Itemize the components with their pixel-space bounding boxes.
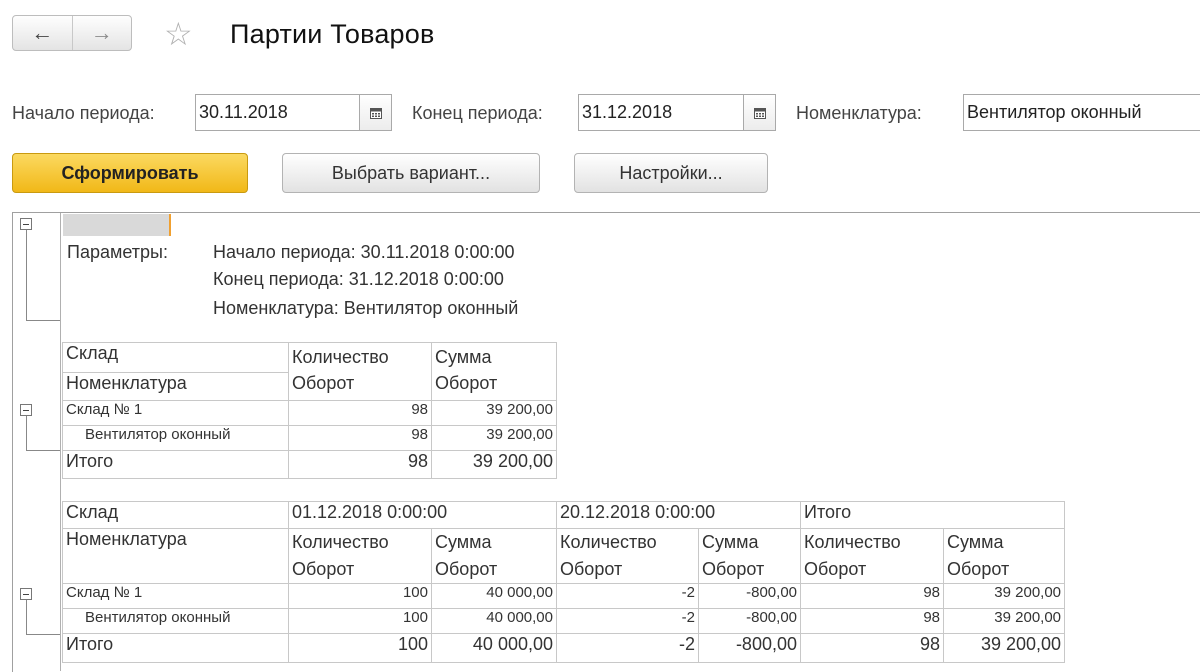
- cell-qty: 98: [289, 426, 432, 451]
- total-row[interactable]: [63, 634, 1065, 663]
- table-row[interactable]: [63, 609, 1065, 634]
- cell-sum: 39 200,00: [432, 451, 557, 479]
- table-row[interactable]: [63, 584, 1065, 609]
- report-header-cell[interactable]: [63, 214, 171, 236]
- nomenclature-label: Номенклатура:: [796, 103, 922, 123]
- end-period-label: Конец периода:: [412, 103, 543, 123]
- total-label: Итого: [63, 634, 289, 663]
- end-period-input[interactable]: 31.12.2018: [578, 94, 744, 131]
- report-table-2: [62, 501, 1065, 663]
- col-header-sklad: Склад: [63, 502, 289, 529]
- group-name: Склад № 1: [63, 401, 289, 426]
- col-header-sum: Сумма Оборот: [432, 529, 557, 584]
- arrow-left-icon: ←: [31, 20, 54, 45]
- table-row[interactable]: [63, 426, 557, 451]
- cell-value: 100: [289, 634, 432, 663]
- col-header-qty: Количество Оборот: [557, 529, 699, 584]
- cell-value: 100: [289, 584, 432, 609]
- cell-value: -800,00: [699, 609, 801, 634]
- star-icon[interactable]: ☆: [164, 16, 193, 52]
- param-line: Номенклатура: Вентилятор оконный: [213, 298, 519, 318]
- period-header-total: Итого: [801, 502, 1065, 529]
- collapse-toggle-params[interactable]: [20, 218, 32, 230]
- cell-qty: 98: [289, 401, 432, 426]
- item-name: Вентилятор оконный: [63, 426, 289, 451]
- cell-value: 98: [801, 634, 944, 663]
- col-header-qty: Количество Оборот: [289, 529, 432, 584]
- outline-divider: [60, 213, 61, 671]
- cell-value: 39 200,00: [944, 634, 1065, 663]
- param-line: Начало периода: 30.11.2018 0:00:00: [213, 242, 515, 262]
- calendar-icon: [370, 107, 382, 119]
- cell-value: 39 200,00: [944, 609, 1065, 634]
- group-line: [26, 230, 27, 320]
- group-line: [26, 634, 60, 635]
- cell-value: 39 200,00: [944, 584, 1065, 609]
- cell-value: -2: [557, 634, 699, 663]
- col-header-qty: Количество Оборот: [289, 343, 432, 401]
- total-row[interactable]: [63, 451, 557, 479]
- start-period-input[interactable]: 30.11.2018: [195, 94, 360, 131]
- total-label: Итого: [63, 451, 289, 479]
- page-title: Партии Товаров: [230, 19, 435, 49]
- col-header-nom: Номенклатура: [63, 529, 289, 584]
- back-button[interactable]: [13, 16, 72, 50]
- params-label: Параметры:: [67, 242, 168, 262]
- cell-value: -2: [557, 584, 699, 609]
- nomenclature-input[interactable]: Вентилятор оконный: [963, 94, 1200, 131]
- collapse-toggle-group1[interactable]: [20, 404, 32, 416]
- cell-sum: 39 200,00: [432, 426, 557, 451]
- group-line: [26, 320, 60, 321]
- cell-value: 100: [289, 609, 432, 634]
- group-name: Склад № 1: [63, 584, 289, 609]
- choose-variant-button[interactable]: Выбрать вариант...: [282, 153, 540, 193]
- col-header-nom: Номенклатура: [63, 373, 289, 401]
- calendar-icon: [754, 107, 766, 119]
- end-calendar-button[interactable]: [744, 94, 776, 131]
- start-period-label: Начало периода:: [12, 103, 155, 123]
- collapse-toggle-group2[interactable]: [20, 588, 32, 600]
- cell-value: -800,00: [699, 634, 801, 663]
- col-header-sum: Сумма Оборот: [944, 529, 1065, 584]
- col-header-sum: Сумма Оборот: [699, 529, 801, 584]
- nav-buttons: [12, 15, 132, 51]
- start-calendar-button[interactable]: [360, 94, 392, 131]
- forward-button[interactable]: [72, 16, 132, 50]
- col-header-qty: Количество Оборот: [801, 529, 944, 584]
- cell-value: 98: [801, 584, 944, 609]
- col-header-sum: Сумма Оборот: [432, 343, 557, 401]
- settings-button[interactable]: Настройки...: [574, 153, 768, 193]
- report-table-1: [62, 342, 557, 479]
- group-line: [26, 450, 60, 451]
- table-row[interactable]: [63, 401, 557, 426]
- param-line: Конец периода: 31.12.2018 0:00:00: [213, 269, 504, 289]
- col-header-sklad: Склад: [63, 343, 289, 373]
- cell-qty: 98: [289, 451, 432, 479]
- cell-sum: 39 200,00: [432, 401, 557, 426]
- generate-button[interactable]: Сформировать: [12, 153, 248, 193]
- period-header-2: 20.12.2018 0:00:00: [557, 502, 801, 529]
- group-line: [26, 416, 27, 450]
- cell-value: 40 000,00: [432, 609, 557, 634]
- cell-value: -2: [557, 609, 699, 634]
- cell-value: 98: [801, 609, 944, 634]
- period-header-1: 01.12.2018 0:00:00: [289, 502, 557, 529]
- cell-value: 40 000,00: [432, 634, 557, 663]
- group-line: [26, 600, 27, 634]
- cell-value: -800,00: [699, 584, 801, 609]
- item-name: Вентилятор оконный: [63, 609, 289, 634]
- cell-value: 40 000,00: [432, 584, 557, 609]
- arrow-right-icon: →: [90, 20, 113, 45]
